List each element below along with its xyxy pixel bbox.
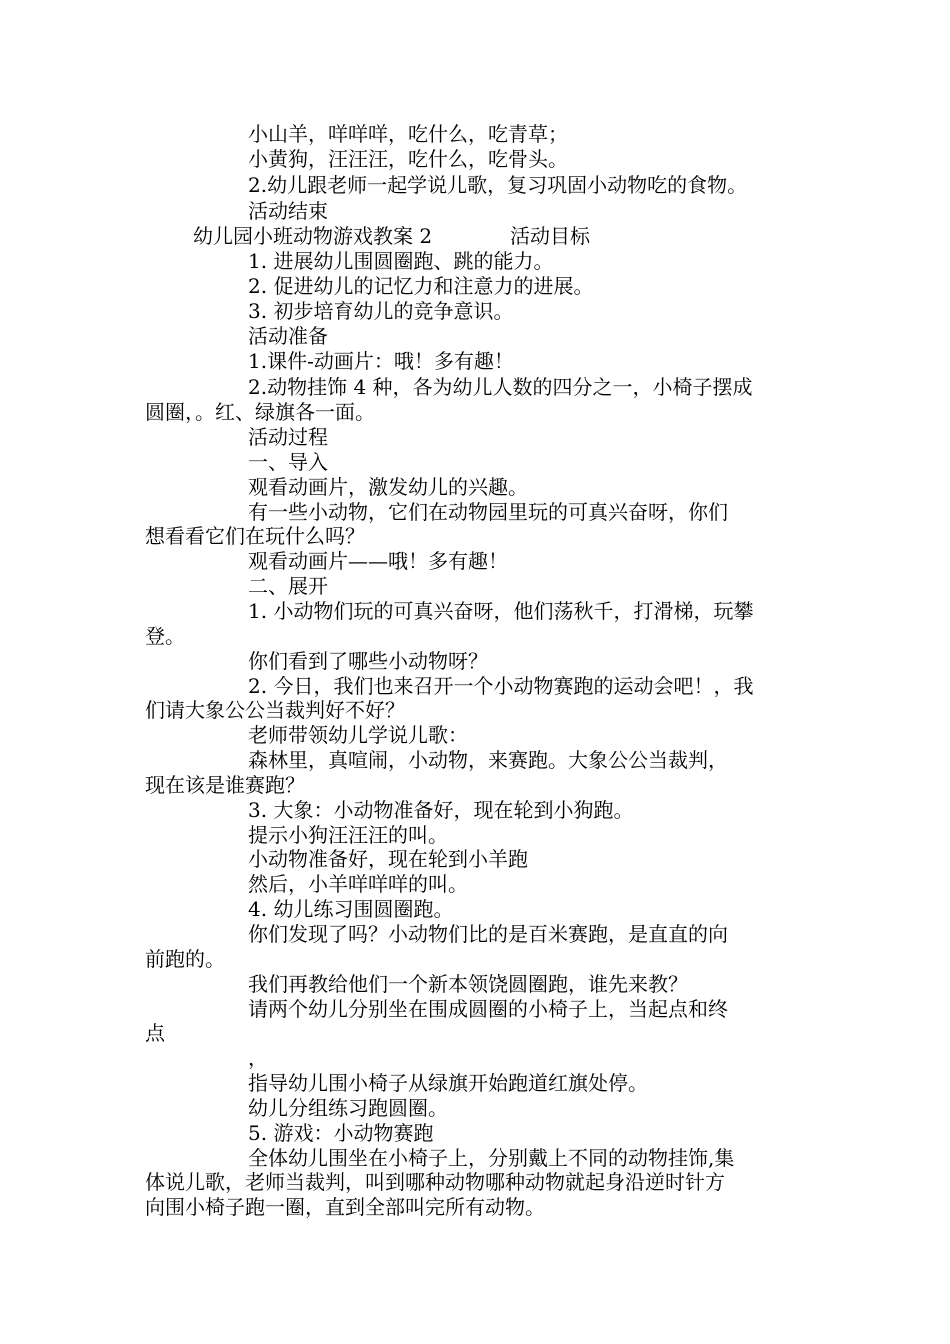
text-line: 请两个幼儿分别坐在围成圆圈的小椅子上，当起点和终 (248, 997, 728, 1021)
text-line: 4. 幼儿练习围圆圈跑。 (248, 897, 454, 921)
text-line: 1. 进展幼儿围圆圈跑、跳的能力。 (248, 249, 554, 273)
text-line: 5. 游戏：小动物赛跑 (248, 1121, 434, 1145)
section-heading: 二、展开 (248, 574, 328, 598)
text-line: 森林里，真喧闹，小动物，来赛跑。大象公公当裁判， (248, 748, 728, 772)
text-line: 们请大象公公当裁判好不好？ (145, 698, 405, 722)
lesson-title: 幼儿园小班动物游戏教案 2 (193, 224, 433, 248)
text-line: 点 (145, 1021, 165, 1045)
text-line: 你们看到了哪些小动物呀？ (248, 649, 488, 673)
text-line: 老师带领幼儿学说儿歌： (248, 723, 468, 747)
text-line: 观看动画片，激发幼儿的兴趣。 (248, 475, 528, 499)
section-heading: 一、导入 (248, 450, 328, 474)
text-line: 小山羊，咩咩咩，吃什么，吃青草； (248, 122, 568, 146)
text-line: 有一些小动物，它们在动物园里玩的可真兴奋呀，你们 (248, 500, 728, 524)
section-heading: 活动准备 (248, 324, 328, 348)
text-line: 3. 大象：小动物准备好，现在轮到小狗跑。 (248, 798, 634, 822)
text-line: 1. 小动物们玩的可真兴奋呀，他们荡秋千，打滑梯，玩攀 (248, 599, 754, 623)
text-line: 指导幼儿围小椅子从绿旗开始跑道红旗处停。 (248, 1071, 648, 1095)
text-line: 2.幼儿跟老师一起学说儿歌，复习巩固小动物吃的食物。 (248, 173, 748, 197)
text-line: 然后，小羊咩咩咩的叫。 (248, 872, 468, 896)
text-line: 小黄狗，汪汪汪，吃什么，吃骨头。 (248, 147, 568, 171)
text-line: 小动物准备好，现在轮到小羊跑 (248, 847, 528, 871)
text-line: 3. 初步培育幼儿的竞争意识。 (248, 299, 514, 323)
text-line: 全体幼儿围坐在小椅子上，分别戴上不同的动物挂饰,集 (248, 1146, 735, 1170)
text-line: 幼儿分组练习跑圆圈。 (248, 1096, 448, 1120)
text-line: 登。 (145, 624, 185, 648)
text-line: ， (248, 1046, 268, 1070)
text-line: 观看动画片——哦！多有趣！ (248, 549, 508, 573)
section-heading: 活动结束 (248, 199, 328, 223)
text-line: 前跑的。 (145, 947, 225, 971)
text-line: 我们再教给他们一个新本领饶圆圈跑，谁先来教？ (248, 972, 688, 996)
text-line: 想看看它们在玩什么吗？ (145, 524, 365, 548)
text-line: 2.动物挂饰 4 种，各为幼儿人数的四分之一，小椅子摆成 (248, 375, 753, 399)
text-line: 你们发现了吗？小动物们比的是百米赛跑，是直直的向 (248, 922, 728, 946)
text-line: 2. 促进幼儿的记忆力和注意力的进展。 (248, 274, 594, 298)
text-line: 1.课件-动画片：哦！多有趣！ (248, 349, 514, 373)
text-line: 现在该是谁赛跑？ (145, 773, 305, 797)
text-line: 提示小狗汪汪汪的叫。 (248, 823, 448, 847)
text-line: 2. 今日，我们也来召开一个小动物赛跑的运动会吧！，我 (248, 674, 754, 698)
text-line: 体说儿歌，老师当裁判，叫到哪种动物哪种动物就起身沿逆时针方 (145, 1170, 725, 1194)
text-line: 圆圈，。红、绿旗各一面。 (145, 400, 375, 424)
section-heading: 活动目标 (510, 224, 590, 248)
text-line: 向围小椅子跑一圈，直到全部叫完所有动物。 (145, 1195, 545, 1219)
section-heading: 活动过程 (248, 425, 328, 449)
